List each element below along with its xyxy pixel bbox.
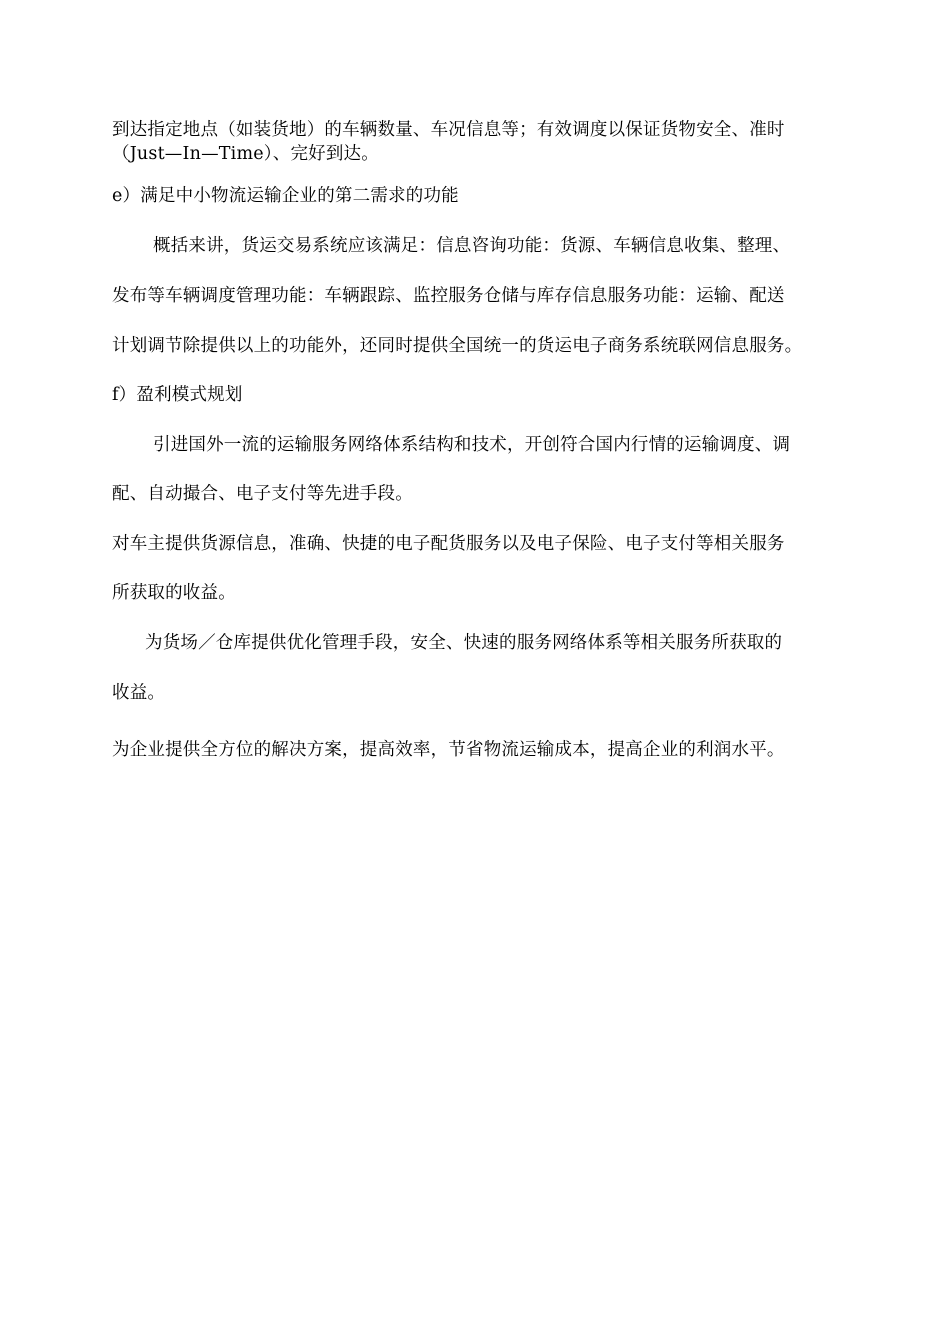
text-line-11: 所获取的收益。 (112, 583, 236, 603)
section-heading-e: e）满足中小物流运输企业的第二需求的功能 (112, 186, 459, 206)
text-line-8: 引进国外一流的运输服务网络体系结构和技术，开创符合国内行情的运输调度、调 (153, 435, 791, 455)
text-line-1: 到达指定地点（如装货地）的车辆数量、车况信息等；有效调度以保证货物安全、准时 (112, 120, 785, 140)
text-line-6: 计划调节除提供以上的功能外，还同时提供全国统一的货运电子商务系统联网信息服务。 (112, 336, 803, 356)
text-line-12: 为货场／仓库提供优化管理手段，安全、快速的服务网络体系等相关服务所获取的 (145, 633, 783, 653)
text-line-5: 发布等车辆调度管理功能：车辆跟踪、监控服务仓储与库存信息服务功能：运输、配送 (112, 286, 785, 306)
text-line-13: 收益。 (112, 683, 166, 703)
text-line-2: （Just—In—Time）、完好到达。 (112, 144, 379, 164)
text-line-10: 对车主提供货源信息，准确、快捷的电子配货服务以及电子保险、电子支付等相关服务 (112, 534, 785, 554)
text-line-14: 为企业提供全方位的解决方案，提高效率，节省物流运输成本，提高企业的利润水平。 (112, 740, 785, 760)
text-line-4: 概括来讲，货运交易系统应该满足：信息咨询功能：货源、车辆信息收集、整理、 (153, 236, 791, 256)
text-line-9: 配、自动撮合、电子支付等先进手段。 (112, 484, 413, 504)
section-heading-f: f）盈利模式规划 (112, 385, 243, 405)
